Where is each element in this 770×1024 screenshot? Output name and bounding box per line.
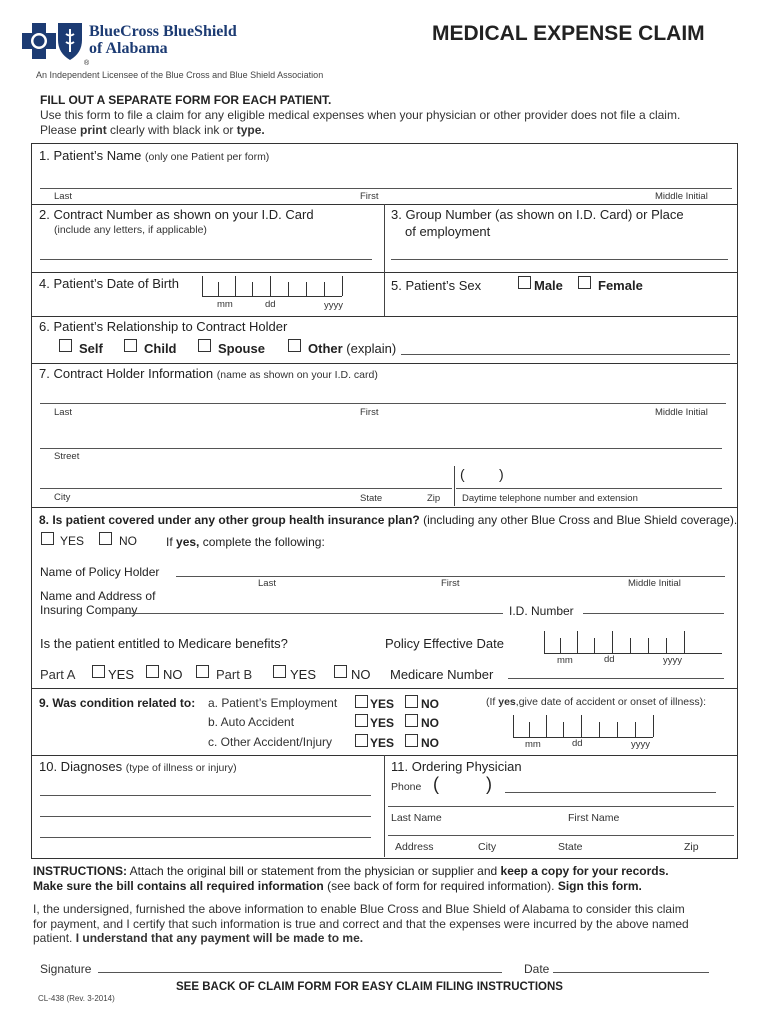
part-b-yes-checkbox[interactable]: [273, 665, 286, 678]
accident-dd: dd: [572, 738, 583, 749]
s7-last-label: Last: [54, 407, 72, 418]
divider: [31, 363, 737, 364]
s9-yes-bold: yes: [498, 696, 516, 708]
medicare-number-field[interactable]: [508, 678, 724, 679]
s7-zip-label: Zip: [427, 493, 441, 504]
part-b-label: Part B: [216, 667, 253, 682]
part-b-checkbox[interactable]: [196, 665, 209, 678]
s8-if: If: [166, 535, 177, 549]
rel-child-label: Child: [144, 341, 177, 356]
rel-self-label: Self: [79, 341, 103, 356]
s11-paren-open: (: [433, 774, 439, 794]
signature-label: Signature: [40, 962, 92, 976]
dob-yyyy: yyyy: [324, 300, 343, 311]
s7-city-label: City: [54, 492, 71, 503]
brand-name: [89, 23, 237, 57]
other-ins-no-checkbox[interactable]: [99, 532, 112, 545]
accident-mm: mm: [525, 739, 541, 750]
cert-line-1: I, the undersigned, furnished the above information to enable Blue Cross and Blue Shield of Alabama to consider this claim: [33, 902, 685, 916]
rel-explain-text: (explain): [346, 341, 397, 356]
dob-mm: mm: [217, 299, 233, 310]
policy-date-label: Policy Effective Date: [385, 636, 504, 651]
see-back-note: SEE BACK OF CLAIM FORM FOR EASY CLAIM FILING INSTRUCTIONS: [176, 981, 563, 993]
sex-male-label: Male: [534, 278, 563, 293]
sex-male-checkbox[interactable]: [518, 276, 531, 289]
rel-spouse-checkbox[interactable]: [198, 339, 211, 352]
s7-middle-label: Middle Initial: [655, 407, 708, 418]
s10-note: (type of illness or injury): [125, 762, 237, 774]
rel-other-text: Other: [308, 341, 343, 356]
intro-type: type.: [236, 123, 265, 137]
s11-zip-label: Zip: [684, 841, 699, 853]
s7-title: 7. Contract Holder Information: [39, 366, 214, 381]
s2-note: (include any letters, if applicable): [54, 224, 207, 236]
holder-phone-field[interactable]: [456, 488, 722, 489]
part-b-no-label: NO: [351, 667, 371, 682]
employment-no-label: NO: [421, 697, 439, 711]
s7-first-label: First: [360, 407, 379, 418]
s7-heading: [39, 366, 378, 381]
s9-if-yes: [486, 696, 706, 708]
s8-question-text: 8. Is patient covered under any other group health insurance plan?: [39, 513, 420, 527]
cross-shield-icon: [22, 20, 84, 62]
s7-street-label: Street: [54, 451, 80, 462]
s9-title: 9. Was condition related to:: [39, 696, 196, 710]
physician-phone-field[interactable]: [505, 792, 716, 793]
s11-last-label: Last Name: [391, 812, 442, 824]
auto-no-label: NO: [421, 716, 439, 730]
s1-title: 1. Patient’s Name: [39, 148, 142, 163]
dob-field[interactable]: [202, 276, 374, 296]
cert-line-2: for payment, and I certify that such information is true and correct and that the expenses were incurred by the above named: [33, 916, 689, 931]
policy-date-field[interactable]: [544, 631, 724, 653]
divider: [384, 204, 385, 272]
brand-line-2: of Alabama: [89, 40, 168, 57]
s9-b-label: b. Auto Accident: [208, 715, 295, 729]
part-a-no-checkbox[interactable]: [146, 665, 159, 678]
cert-line-3a: patient.: [33, 931, 76, 945]
s11-paren-close: ): [486, 774, 492, 794]
instructions-make-sure: Make sure the bill contains all required information: [33, 879, 324, 893]
bcbs-logo: [22, 20, 84, 62]
s1-last-label: Last: [54, 191, 72, 202]
phone-paren-open: (: [460, 466, 465, 482]
date-label: Date: [524, 962, 550, 976]
s8-last-label: Last: [258, 578, 276, 589]
s8-first-label: First: [441, 578, 460, 589]
s8-if-yes: [166, 535, 325, 549]
divider: [31, 316, 737, 317]
s11-first-label: First Name: [568, 812, 620, 824]
s3-title-1: 3. Group Number (as shown on I.D. Card) or Place: [391, 207, 684, 222]
accident-yyyy: yyyy: [631, 739, 650, 750]
date-field[interactable]: [553, 972, 709, 973]
s3-title-2: of employment: [405, 224, 491, 239]
s7-note: (name as shown on your I.D. card): [216, 369, 378, 381]
holder-city-field[interactable]: [40, 488, 452, 489]
other-acc-no-label: NO: [421, 736, 439, 750]
group-number-field[interactable]: [391, 259, 728, 260]
intro-please: Please: [40, 123, 81, 137]
instructions-text-1: Attach the original bill or statement from the physician or supplier and: [127, 864, 501, 878]
s9-a-label: a. Patient’s Employment: [208, 696, 338, 710]
rel-spouse-label: Spouse: [218, 341, 265, 356]
rel-other-checkbox[interactable]: [288, 339, 301, 352]
other-ins-yes-label: YES: [60, 534, 85, 548]
s1-note: (only one Patient per form): [145, 151, 270, 163]
employment-no-checkbox[interactable]: [405, 695, 418, 708]
instructions-sign: Sign this form.: [557, 879, 642, 893]
policy-holder-label: Name of Policy Holder: [40, 565, 160, 579]
s11-phone-label: Phone: [391, 781, 422, 793]
policy-holder-field[interactable]: [176, 576, 725, 577]
instructions-line-2: [33, 879, 642, 893]
part-a-yes-checkbox[interactable]: [92, 665, 105, 678]
brand-line-1: BlueCross BlueShield: [89, 23, 237, 40]
diagnosis-line-2[interactable]: [40, 816, 371, 817]
patient-name-field[interactable]: [40, 188, 732, 189]
s11-address-label: Address: [395, 841, 434, 853]
rel-self-checkbox[interactable]: [59, 339, 72, 352]
cert-line-3: [33, 931, 736, 946]
cert-payment-statement: I understand that any payment will be made to me.: [75, 931, 364, 945]
employment-yes-checkbox[interactable]: [355, 695, 368, 708]
other-acc-yes-checkbox[interactable]: [355, 734, 368, 747]
policy-yyyy: yyyy: [663, 655, 682, 666]
employment-yes-label: YES: [370, 697, 395, 711]
instructions-keep-copy: keep a copy for your records.: [500, 864, 669, 878]
s5-title: 5. Patient’s Sex: [391, 278, 482, 293]
s11-city-label: City: [478, 841, 497, 853]
auto-no-checkbox[interactable]: [405, 714, 418, 727]
s8-yes-bold: yes,: [176, 535, 200, 549]
s1-first-label: First: [360, 191, 379, 202]
s11-state-label: State: [558, 841, 583, 853]
s7-state-label: State: [360, 493, 383, 504]
intro-clearly: clearly with black ink or: [106, 123, 237, 137]
intro-line-2: [40, 123, 265, 137]
part-a-yes-label: YES: [108, 667, 135, 682]
s1-heading: [39, 148, 269, 163]
s8-complete: complete the following:: [199, 535, 325, 549]
divider: [31, 688, 737, 689]
id-number-label: I.D. Number: [509, 604, 574, 618]
dob-dd: dd: [265, 299, 276, 310]
policy-mm: mm: [557, 655, 573, 666]
s6-title: 6. Patient’s Relationship to Contract Holder: [39, 319, 288, 334]
auto-yes-checkbox[interactable]: [355, 714, 368, 727]
intro-line-1: Use this form to file a claim for any eligible medical expenses when your physician or other provider does not file a claim.: [40, 108, 681, 122]
part-a-label: Part A: [40, 667, 76, 682]
divider: [384, 755, 385, 857]
form-number: CL-438 (Rev. 3-2014): [38, 994, 115, 1003]
signature-field[interactable]: [98, 972, 502, 973]
part-b-yes-label: YES: [290, 667, 317, 682]
rel-other-label: [308, 341, 396, 356]
contract-number-field[interactable]: [40, 259, 372, 260]
intro-heading: FILL OUT A SEPARATE FORM FOR EACH PATIENT.: [40, 93, 332, 107]
medicare-number-label: Medicare Number: [390, 667, 494, 682]
s11-title: 11. Ordering Physician: [391, 759, 522, 774]
instructions-line-1: [33, 864, 669, 878]
divider: [384, 272, 385, 316]
s8-middle-label: Middle Initial: [628, 578, 681, 589]
other-ins-no-label: NO: [119, 534, 137, 548]
s4-title: 4. Patient’s Date of Birth: [39, 276, 179, 291]
insurer-field[interactable]: [120, 613, 503, 614]
s9-if: (If: [486, 696, 499, 708]
accident-date-field[interactable]: [513, 715, 691, 737]
phone-paren-close: ): [499, 466, 504, 482]
diagnosis-line-3[interactable]: [40, 837, 371, 838]
diagnosis-line-1[interactable]: [40, 795, 371, 796]
s8-question-note: (including any other Blue Cross and Blue Shield coverage).: [419, 513, 738, 527]
part-a-no-label: NO: [163, 667, 183, 682]
part-b-no-checkbox[interactable]: [334, 665, 347, 678]
other-acc-yes-label: YES: [370, 736, 395, 750]
registered-mark: ®: [84, 60, 90, 67]
s2-title: 2. Contract Number as shown on your I.D. Card: [39, 207, 314, 222]
s9-date-note: ,give date of accident or onset of illness):: [515, 696, 707, 708]
auto-yes-label: YES: [370, 716, 395, 730]
s10-heading: [39, 759, 237, 774]
s9-c-label: c. Other Accident/Injury: [208, 735, 333, 749]
physician-name-field[interactable]: [388, 806, 734, 807]
s1-middle-label: Middle Initial: [655, 191, 708, 202]
certification: [33, 902, 736, 946]
s10-title: 10. Diagnoses: [39, 759, 123, 774]
insurer-label-2: Insuring Company: [40, 603, 138, 617]
s7-phone-label: Daytime telephone number and extension: [462, 493, 638, 504]
instructions-label: INSTRUCTIONS:: [33, 864, 127, 878]
divider: [454, 466, 455, 506]
instructions-see-back: (see back of form for required information).: [323, 879, 558, 893]
licensee-text: An Independent Licensee of the Blue Cross and Blue Shield Association: [36, 70, 324, 80]
sex-female-label: Female: [598, 278, 643, 293]
rel-child-checkbox[interactable]: [124, 339, 137, 352]
sex-female-checkbox[interactable]: [578, 276, 591, 289]
s8-question: [39, 513, 737, 527]
id-number-field[interactable]: [583, 613, 724, 614]
other-acc-no-checkbox[interactable]: [405, 734, 418, 747]
holder-street-field[interactable]: [40, 448, 722, 449]
policy-dd: dd: [604, 654, 615, 665]
divider: [31, 507, 737, 508]
rel-explain-field[interactable]: [401, 354, 730, 355]
holder-name-field[interactable]: [40, 403, 726, 404]
insurer-label-1: Name and Address of: [40, 589, 156, 603]
form-title: MEDICAL EXPENSE CLAIM: [432, 22, 705, 45]
medicare-question: Is the patient entitled to Medicare benefits?: [40, 636, 288, 651]
physician-address-field[interactable]: [388, 835, 734, 836]
other-ins-yes-checkbox[interactable]: [41, 532, 54, 545]
intro-print: print: [80, 123, 107, 137]
